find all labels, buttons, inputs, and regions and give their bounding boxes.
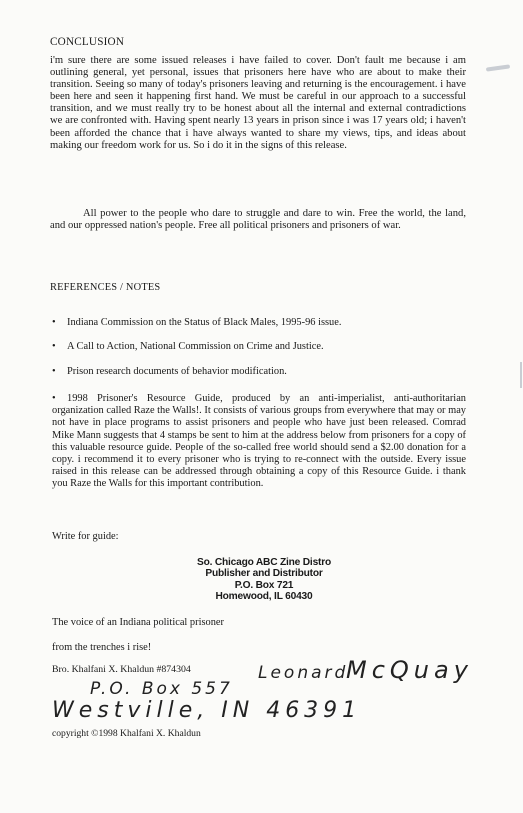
distributor-po-box: P.O. Box 721 — [234, 579, 294, 591]
author-line: Bro. Khalfani X. Khaldun #874304 — [52, 664, 191, 675]
handwritten-po-box: P.O. Box 557 — [90, 679, 233, 699]
reference-item — [52, 366, 466, 378]
margin-mark — [486, 64, 510, 71]
bullet-icon: • — [52, 393, 56, 404]
reference-item — [52, 393, 466, 491]
trenches-line: from the trenches i rise! — [52, 642, 152, 653]
write-for-guide-label: Write for guide: — [52, 531, 119, 542]
closing-paragraph: All power to the people who dare to struggle and dare to win. Free the world, the land, and our oppressed nation's people. Free all political prisoners and prisoners of war. — [50, 208, 466, 232]
reference-text: Prison research documents of behavior modification. — [67, 366, 287, 377]
bullet-icon: • — [52, 366, 56, 377]
reference-item — [52, 341, 466, 353]
bullet-icon: • — [52, 341, 56, 352]
copyright-line: copyright ©1998 Khalfani X. Khaldun — [52, 728, 201, 739]
handwritten-last-name: McQuay — [346, 656, 473, 684]
voice-line: The voice of an Indiana political prisoner — [52, 617, 224, 628]
reference-text: A Call to Action, National Commission on Crime and Justice. — [67, 341, 324, 352]
margin-mark — [520, 362, 522, 388]
reference-item — [52, 317, 466, 329]
distributor-role: Publisher and Distributor — [205, 568, 323, 580]
reference-text: Indiana Commission on the Status of Black Males, 1995-96 issue. — [67, 317, 342, 328]
references-heading: REFERENCES / NOTES — [50, 282, 161, 293]
reference-text: 1998 Prisoner's Resource Guide, produced by an anti-imperialist, anti-authoritarian organization called Raze the Walls!. It consists of various groups from everywhere that may or may not have in place programs to assist prisoners and people who have just been released. Comrad Mike Mann suggests that 4 stamps be sent to him at the address below from prisoners for a copy of this valuable resource guide. People of the so-called free world should send a $2.00 donation for a copy. i recommend it to every prisoner who is trying to re-connect with the outside. Every issue raised in this release can be addressed through obtaining a copy of this Resource Guide. i thank you Raze the Walls for this important contribution. — [52, 393, 466, 490]
handwritten-first-name: Leonard — [258, 663, 349, 683]
distributor-name: So. Chicago ABC Zine Distro — [196, 557, 332, 568]
bullet-icon: • — [52, 317, 56, 328]
handwritten-city: Westville, IN 46391 — [52, 698, 362, 723]
conclusion-heading: CONCLUSION — [50, 36, 125, 48]
distributor-address — [150, 557, 378, 603]
conclusion-paragraph: i'm sure there are some issued releases i have failed to cover. Don't fault me because i am outlining general, yet personal, issues that prisoners here have who are about to make their transition. Seeing so many of today's prisoners leaving and returning is the encouragement. i have been here and seen it happening first hand. We must be careful in our approach to a successful transition, and we must really try to be honest about all the internal and external contradictions we are confronted with. Having spent nearly 13 years in prison since i was 17 years old; i haven't been afforded the chance that i have always wanted to share my views, tips, and ideas about making our freedom work for us. So i do it in the signs of this release. — [50, 55, 466, 151]
distributor-city: Homewood, IL 60430 — [215, 591, 313, 603]
